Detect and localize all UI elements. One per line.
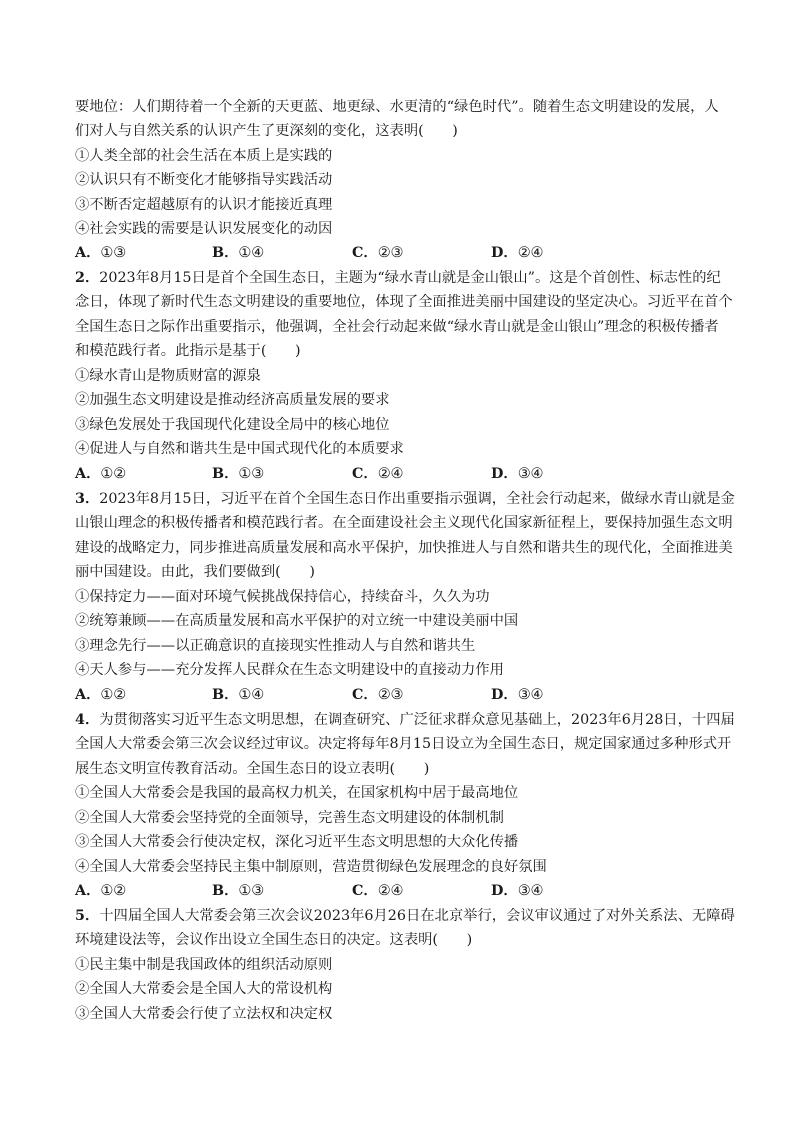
choice-letter: B． [212,883,239,899]
choice-letter: A． [75,687,101,703]
q2-choice-a[interactable] [75,465,126,483]
choice-letter: D． [491,687,518,703]
choice-text: ①③ [238,466,265,482]
choice-letter: B． [212,245,239,261]
q4-text-line-3: 展生态文明宣传教育活动。全国生态日的设立表明( ) [75,761,430,777]
q5-stem-line-1 [75,907,735,925]
q2-text-line-4: 和模范践行者。此指示是基于( ) [75,343,301,359]
choice-text: ②④ [377,883,404,899]
q2-item-4: ④促进人与自然和谐共生是中国式现代化的本质要求 [75,441,404,457]
q5-text-line-1: 十四届全国人大常委会第三次会议2023年6月26日在北京举行，会议审议通过了对外关系法、无障碍 [99,908,735,924]
q2-text-line-2: 念日，体现了新时代生态文明建设的重要地位，体现了全面推进美丽中国建设的坚定决心。习近平在首个 [75,294,733,310]
q2-item-3: ③绿色发展处于我国现代化建设全局中的核心地位 [75,417,390,433]
choice-letter: D． [491,245,518,261]
q3-choice-d[interactable] [491,686,543,704]
q3-text-line-4: 丽中国建设。由此，我们要做到( ) [75,564,315,580]
choice-text: ①④ [238,687,265,703]
choice-text: ①④ [238,245,265,261]
q5-item-1: ①民主集中制是我国政体的组织活动原则 [75,957,333,973]
choice-text: ②④ [517,245,544,261]
q3-item-3: ③理念先行——以正确意识的直接现实性推动人与自然和谐共生 [75,638,476,654]
choice-letter: C． [352,687,378,703]
q2-choice-d[interactable] [491,465,543,483]
q3-item-2: ②统筹兼顾——在高质量发展和高水平保护的对立统一中建设美丽中国 [75,613,519,629]
q2-item-2: ②加强生态文明建设是推动经济高质量发展的要求 [75,392,390,408]
q4-choice-a[interactable] [75,882,126,900]
q4-choice-c[interactable] [352,882,403,900]
choice-text: ②③ [377,687,404,703]
q5-item-3: ③全国人大常委会行使了立法权和决定权 [75,1006,333,1022]
choice-text: ①③ [100,245,127,261]
q3-choice-b[interactable] [212,686,264,704]
choice-letter: B． [212,466,239,482]
q2-choice-c[interactable] [352,465,403,483]
q4-text-line-1: 为贯彻落实习近平生态文明思想，在调查研究、广泛征求群众意见基础上，2023年6月28日，十四届 [99,712,735,728]
q1-item-3: ③不断否定超越原有的认识才能接近真理 [75,197,333,213]
q1-item-2: ②认识只有不断变化才能够指导实践活动 [75,172,333,188]
q2-choice-b[interactable] [212,465,264,483]
q4-item-1: ①全国人大常委会是我国的最高权力机关，在国家机构中居于最高地位 [75,785,519,801]
choice-letter: D． [491,466,518,482]
q3-number: 3． [75,491,100,507]
q1-text-line-1: 要地位：人们期待着一个全新的天更蓝、地更绿、水更清的“绿色时代”。随着生态文明建设的发展，人 [75,99,719,115]
q3-text-line-3: 建设的战略定力，同步推进高质量发展和高水平保护，加快推进人与自然和谐共生的现代化，全面推进美 [75,540,733,556]
q4-choice-b[interactable] [212,882,264,900]
q1-choice-c[interactable] [352,244,403,262]
choice-text: ②③ [377,245,404,261]
q3-stem-line-1 [75,490,735,508]
choice-text: ③④ [517,466,544,482]
choice-text: ①② [100,883,127,899]
q1-item-1: ①人类全部的社会生活在本质上是实践的 [75,148,333,164]
q1-choice-b[interactable] [212,244,264,262]
q2-item-1: ①绿水青山是物质财富的源泉 [75,368,261,384]
q2-stem-line-1 [75,269,721,287]
choice-text: ②④ [377,466,404,482]
q4-number: 4． [75,712,100,728]
q5-item-2: ②全国人大常委会是全国人大的常设机构 [75,981,333,997]
q2-number: 2． [75,270,100,286]
choice-letter: A． [75,466,101,482]
q5-number: 5． [75,908,100,924]
choice-letter: C． [352,466,378,482]
q5-text-line-2: 环境建设法等，会议作出设立全国生态日的决定。这表明( ) [75,932,473,948]
choice-letter: D． [491,883,518,899]
q2-text-line-1: 2023年8月15日是首个全国生态日，主题为“绿水青山就是金山银山”。这是个首创性、标志性的纪 [99,270,721,286]
q3-item-1: ①保持定力——面对环境气候挑战保持信心，持续奋斗，久久为功 [75,589,490,605]
q4-item-2: ②全国人大常委会坚持党的全面领导，完善生态文明建设的体制机制 [75,810,504,826]
q1-choice-a[interactable] [75,244,126,262]
choice-text: ①② [100,466,127,482]
q4-item-3: ③全国人大常委会行使决定权，深化习近平生态文明思想的大众化传播 [75,834,519,850]
q4-stem-line-1 [75,711,735,729]
q4-text-line-2: 全国人大常委会第三次会议经过审议。决定将每年8月15日设立为全国生态日，规定国家通过多种形式开 [75,736,732,752]
choice-letter: C． [352,245,378,261]
q4-item-4: ④全国人大常委会坚持民主集中制原则，营造贯彻绿色发展理念的良好氛围 [75,859,547,875]
choice-letter: A． [75,245,101,261]
choice-text: ③④ [517,687,544,703]
q3-choice-c[interactable] [352,686,403,704]
q1-text-line-2: 们对人与自然关系的认识产生了更深刻的变化，这表明( ) [75,123,458,139]
q4-choice-d[interactable] [491,882,543,900]
q3-item-4: ④天人参与——充分发挥人民群众在生态文明建设中的直接动力作用 [75,662,504,678]
choice-text: ③④ [517,883,544,899]
choice-text: ①② [100,687,127,703]
q1-item-4: ④社会实践的需要是认识发展变化的动因 [75,221,333,237]
q3-text-line-1: 2023年8月15日，习近平在首个全国生态日作出重要指示强调，全社会行动起来，做绿水青山就是金 [99,491,735,507]
choice-letter: A． [75,883,101,899]
q3-text-line-2: 山银山理念的积极传播者和模范践行者。在全面建设社会主义现代化国家新征程上，要保持加强生态文明 [75,515,733,531]
choice-letter: B． [212,687,239,703]
q1-choice-d[interactable] [491,244,543,262]
choice-letter: C． [352,883,378,899]
choice-text: ①③ [238,883,265,899]
q2-text-line-3: 全国生态日之际作出重要指示，他强调，全社会行动起来做“绿水青山就是金山银山”理念的积极传播者 [75,319,719,335]
q3-choice-a[interactable] [75,686,126,704]
